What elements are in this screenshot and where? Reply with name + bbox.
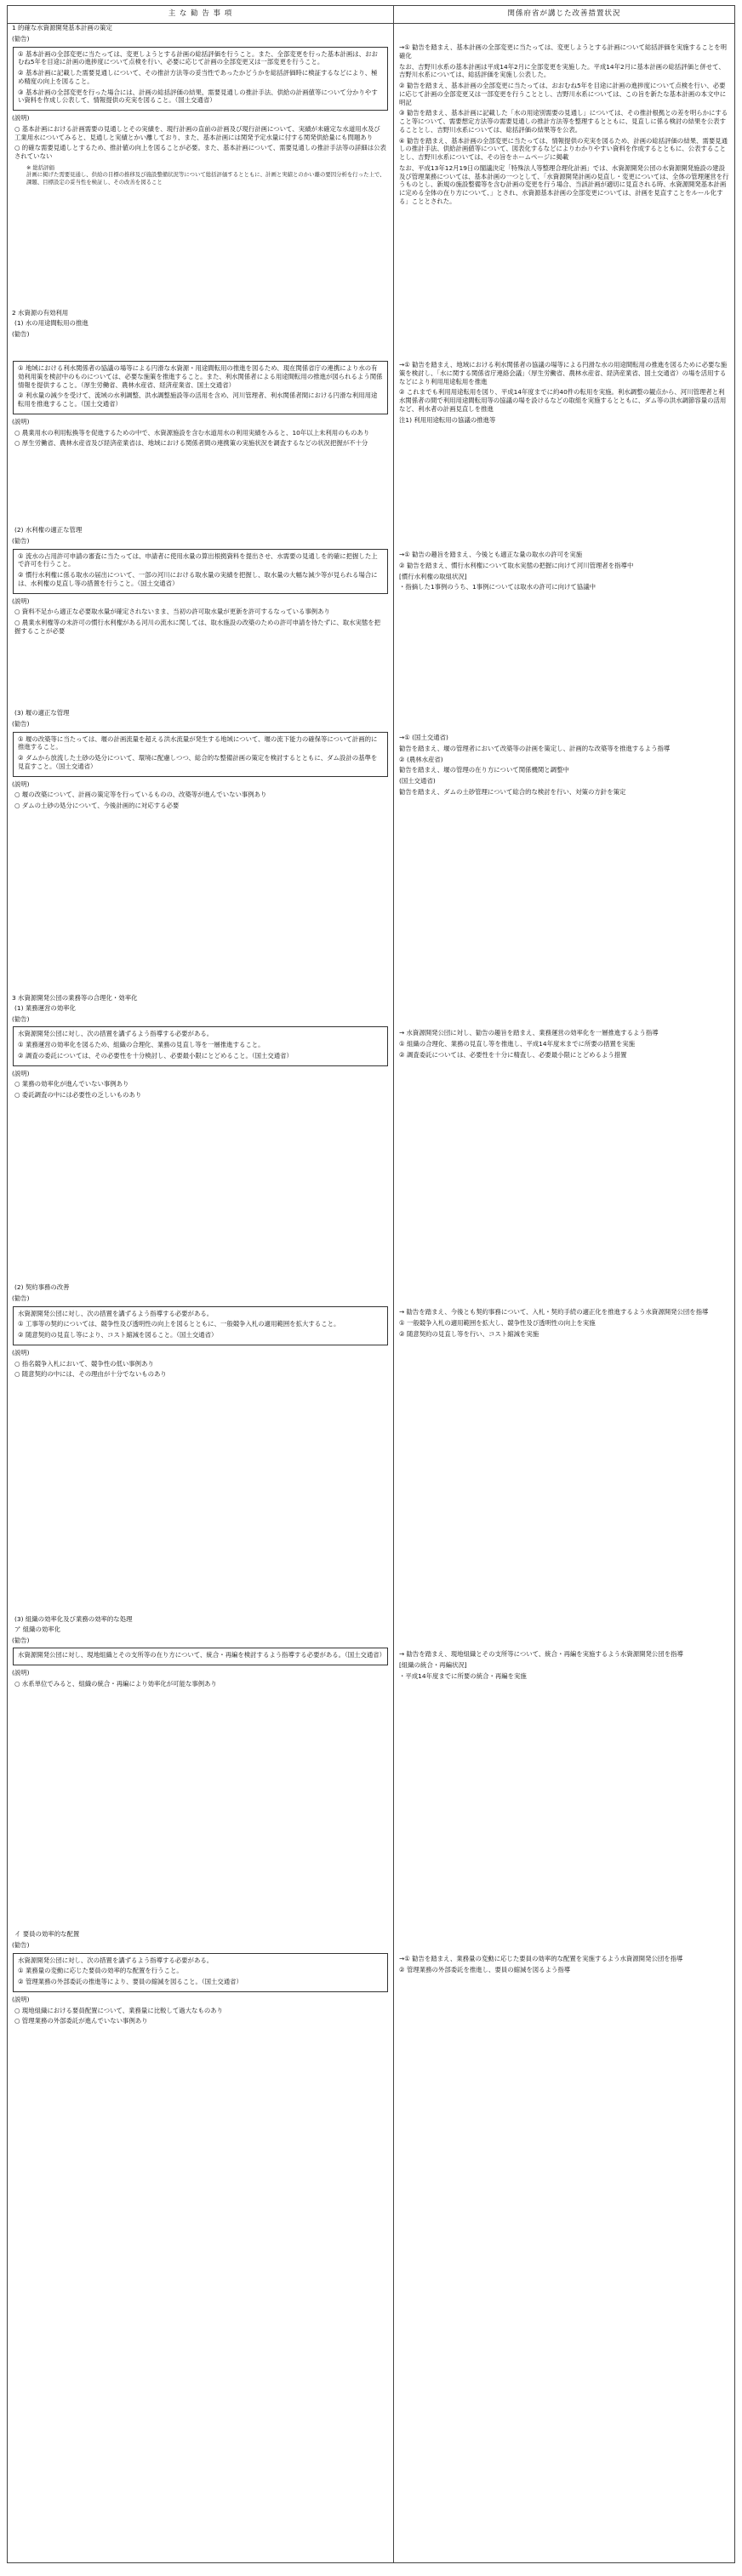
header-left: 主 な 勧 告 事 項 <box>8 6 394 23</box>
recommendation-box <box>13 1306 388 1345</box>
left-cell <box>8 993 393 1103</box>
recommendation-item: ① 流水の占用許可申請の審査に当たっては、申請者に使用水量の算出根拠資料を提出させ、水需要の見通しを的確に把握した上で許可を行うこと。 <box>18 551 378 568</box>
measure-item: ② 勧告を踏まえ、基本計画の全部変更に当たっては、おおむね5年を目途に計画の進捗度について点検を行い、必要に応じて計画の全部変更又は一部変更を行うこととし、吉野川水系については、この旨を新たな基本計画の本文中に明記 <box>399 82 727 106</box>
label-kankoku: (勧告) <box>12 34 30 43</box>
explanation-item: ○ 委託調査の中には必要性の乏しいものあり <box>14 1091 142 1100</box>
recommendation-item: 水資源開発公団に対し、次の措置を講ずるよう指導する必要がある。 <box>18 1030 214 1038</box>
measure-item: ② (農林水産省) <box>399 755 443 763</box>
table-row <box>8 1614 734 1921</box>
explanation-item: ○ 堰の改築について、計画の策定等を行っているものの、改築等が進んでいない事例あり <box>14 791 267 799</box>
recommendation-box <box>13 47 388 111</box>
right-cell <box>394 1929 734 1979</box>
measure-text <box>394 1648 734 1684</box>
label-kankoku: (勧告) <box>12 536 30 545</box>
label-kankoku: (勧告) <box>12 1940 30 1949</box>
left-cell <box>8 525 393 639</box>
recommendation-item: ① 堰の改築等に当たっては、堰の計画流量を超える洪水流量が発生する地域について、堰の流下能力の確保等について計画的に推進すること。 <box>18 734 378 751</box>
measure-item: ① 組織の合理化、業務の見直し等を推進し、平成14年度末までに所要の措置を実施 <box>399 1039 636 1048</box>
recommendation-item: 水資源開発公団に対し、次の措置を講ずるよう指導する必要がある。 <box>18 1309 214 1317</box>
explanation <box>8 428 393 452</box>
recommendation-item: ② ダムから放流した土砂の処分について、環境に配慮しつつ、総合的な整備計画の策定を検討するとともに、ダム設計の基準を見直すこと。（国土交通省） <box>18 754 378 770</box>
table-row <box>8 993 734 1274</box>
subsection-heading: (1) 水の用途間転用の推進 <box>14 318 88 327</box>
explanation-item: ○ 厚生労働省、農林水産省及び経済産業省は、地域における関係者間の連携策の実施状況を調査するなどの状況把握が不十分 <box>14 439 368 448</box>
subsection-heading: (2) 契約事務の改善 <box>14 1283 70 1291</box>
explanation-item: ○ 随意契約の中には、その理由が十分でないものあり <box>14 1370 167 1379</box>
explanation-item: ○ ダムの土砂の処分について、今後計画的に対応する必要 <box>14 802 180 810</box>
note-title: ※ 総括評価 <box>26 163 54 171</box>
explanation <box>8 2006 393 2030</box>
measure-item: 勧告を踏まえ、堰の管理の在り方について関係機関と調整中 <box>399 766 569 774</box>
left-cell <box>8 1282 393 1382</box>
recommendation-item: ② 利水量の減少を受けて、流域の水利調整、洪水調整施設等の活用を含め、河川管理者、利水関係者間における円滑な利用用途転用を推進すること。（国土交通省） <box>18 391 378 408</box>
recommendation-box <box>13 1648 388 1665</box>
measure-text <box>394 732 734 801</box>
explanation <box>8 124 393 164</box>
explanation-item: ○ 農業水利権等の未許可の慣行水利権がある河川の流水に関しては、取水施設の改築のための許可申請を待たずに、取水実態を把握することが必要 <box>14 619 381 635</box>
recommendation-item: ② 基本計画に記載した需要見通しについて、その推計方法等の妥当性であったかどうかを総括評価時に検証するなどにより、極め精度の向上を図ること。 <box>18 69 378 85</box>
measure-item: ③ 勧告を踏まえ、基本計画に記載した「水の用途別需要の見通し」については、その推計根拠との差を明らかにすること等について、需要想定方法等の需要見通しの推計方法等を整理するとともに、見直しに係る検討の結果を公表することとし、吉野川水系については、総括評価の結果等を公表。 <box>399 109 728 134</box>
measure-text <box>394 359 734 428</box>
subsection-heading: (2) 水利権の適正な管理 <box>14 526 83 534</box>
left-cell <box>8 1929 393 2029</box>
recommendation-box <box>13 732 388 777</box>
right-cell <box>394 1282 734 1342</box>
explanation-item: ○ 基本計画における計画需要の見通しとその実績を、現行計画の直前の計画及び現行計画について、実績が未確定な水道用水及び工業用水についてみると、見通しと実績とかい離しており、また、基本計画には関発予定水量に付する関発供給量にも問題あり <box>14 124 380 141</box>
measure-item: → 勧告を踏まえ、現地組織とその支所等について、統合・再編を実施するよう水資源開発公団を指導 <box>399 1650 683 1658</box>
measure-item: なお、平成13年12月19日の閣議決定「特殊法人等整理合理化計画」では、水資源開発公団の水資源開発施設の建設及び管理業務については、基本計画の一つとして、「水資源開発計画の見直し・変更については、全体の管理運営を行うものとし、新規の施設整備等を含む計画の変更を行う場合、当該計画が適切に見直される時、水資源開発基本計画に定める全体の在り方について、」とされ、水資源基本計画の全部変更については、計画を見直すことをルール化する」こととされた。 <box>399 163 729 206</box>
table-body <box>8 23 734 2562</box>
left-cell <box>8 308 393 340</box>
explanation <box>8 790 393 814</box>
subsection-heading: (1) 業務運営の効率化 <box>14 1003 76 1012</box>
measure-text <box>394 549 734 596</box>
document-page <box>7 5 735 2563</box>
measure-item: ④ 勧告を踏まえ、基本計画の全部変更に当たっては、情報提供の充実を図るため、計画の総括評価の結果、需要見通しの推計手法、供給計画値等について、図表化するなどによりわかりやすい資料を作成するとともに、公表することとし、吉野川水系については、その旨をホームページに掲載 <box>399 136 728 162</box>
measure-text <box>394 42 734 210</box>
subsection-heading: (3) 堰の適正な管理 <box>14 709 70 717</box>
measure-item: 勧告を踏まえ、ダムの土砂管理について総合的な検討を行い、対策の方針を策定 <box>399 787 626 796</box>
measure-item: 勧告を踏まえ、堰の管理者において改築等の計画を策定し、計画的な改築等を推進するよう指導 <box>399 744 671 752</box>
recommendation-item: 水資源開発公団に対し、現地組織とその支所等の在り方について、統合・再編を検討するよう指導する必要がある。（国土交通省） <box>18 1651 386 1659</box>
label-kankoku: (勧告) <box>12 1636 30 1644</box>
label-kankoku: (勧告) <box>12 1014 30 1023</box>
measure-item: [慣行水利権の取組状況] <box>399 572 467 580</box>
explanation <box>8 1359 393 1383</box>
measure-item: ② 管理業務の外部委託を推進し、要員の縮減を図るよう指導 <box>399 1965 571 1973</box>
measure-item: → 水資源開発公団に対し、勧告の趣旨を踏まえ、業務運営の効率化を一層推進するよう指導 <box>399 1029 659 1037</box>
recommendation-item: ① 業務量の変動に応じた要員の効率的な配置を行うこと。 <box>18 1967 183 1975</box>
measure-item: →① 勧告を踏まえ、業務量の変動に応じた要員の効率的な配置を実施するよう水資源開発公団を指導 <box>399 1955 683 1962</box>
table-row <box>8 23 734 304</box>
subsection-heading: (3) 組織の効率化及び業務の効率的な処理 <box>14 1615 133 1623</box>
label-kankoku: (勧告) <box>12 1294 30 1302</box>
recommendation-box <box>13 549 388 594</box>
table-row <box>8 708 734 989</box>
label-setsumei: (説明) <box>12 1995 30 2003</box>
table-header <box>8 6 734 24</box>
left-cell <box>8 23 393 186</box>
explanation-item: ○ 農業用水の利用転換等を促進するための中で、水資源施設を含む水道用水の利用実績をみると、10年以上未利用のものあり <box>14 428 370 437</box>
recommendation-item: ① 業務運営の効率化を図るため、組織の合理化、業務の見直し等を一層推進すること。 <box>18 1041 265 1049</box>
measure-item: ・平成14年度までに所要の統合・再編を実施 <box>399 1671 527 1680</box>
recommendation-item: 水資源開発公団に対し、次の措置を講ずるよう指導する必要がある。 <box>18 1956 214 1964</box>
table-row <box>8 525 734 704</box>
recommendation-item: ② 管理業務の外部委託の推進等により、要員の縮減を図ること。（国土交通省） <box>18 1978 243 1986</box>
right-cell <box>394 525 734 596</box>
recommendation-item: ① 地域における利水関係者の協議の場等による円滑な水資源・用途間転用の推進を図るため、現在関係省庁の連携により水の有効利用策を検討中のものについては、必要な施策を推進すること。また、利水関係者による用途間転用の推進が図られるよう関係情報を提供すること。（厚生労働省、農林水産省、経済産業省、国土交通省） <box>18 364 383 389</box>
measure-item: (国土交通省) <box>399 777 436 785</box>
subsection-heading: イ 要員の効率的な配置 <box>14 1930 80 1938</box>
measure-item: [組織の統合・再編状況] <box>399 1660 467 1669</box>
recommendation-item: ③ 基本計画の全部変更を行った場合には、計画の総括評価の結果、需要見通しの推計手法、供給の計画値等について分かりやすい資料を作成し公表して、情報提供の充実を図ること。（国土交通省） <box>18 88 378 105</box>
label-setsumei: (説明) <box>12 597 30 605</box>
right-cell <box>394 708 734 801</box>
explanation-item: ○ 的確な需要見通しとするため、推計値の向上を図ることが必要。また、基本計画について、需要見通しの推計手法等の詳細は公表されていない <box>14 144 386 161</box>
explanation-item: ○ 管理業務の外部委託が進んでいない事例あり <box>14 2017 148 2025</box>
recommendation-box <box>13 1026 388 1065</box>
label-kankoku: (勧告) <box>12 719 30 728</box>
label-setsumei: (説明) <box>12 1669 30 1677</box>
measure-item: →① 勧告を踏まえ、地域における利水関係者の協議の場等による円滑な水の用途間転用の推進を図るために必要な施策を検討し、「水に関する関係省庁連絡会議」（厚生労働省、農林水産省、経済産業省、国土交通省）の場を活用するなどにより利用用途転用を推進 <box>399 361 728 386</box>
section-heading: 2 水資源の有効利用 <box>12 309 69 317</box>
label-setsumei: (説明) <box>12 1348 30 1357</box>
right-cell <box>394 1614 734 1684</box>
left-cell <box>8 1614 393 1692</box>
left-cell <box>8 708 393 814</box>
recommendation-item: ① 基本計画の全部変更に当たっては、変更しようとする計画の総括評価を行うこと。また、全部変更を行った基本計画は、おおむね5年を目途に計画の進捗度について点検を行い、必要に応じて計画の全部変更又は一部変更を行うこと。 <box>18 49 378 66</box>
table-row <box>8 359 734 521</box>
measure-item: →① (国土交通省) <box>399 734 448 741</box>
label-kankoku: (勧告) <box>12 329 30 338</box>
left-cell <box>8 359 393 451</box>
section-heading: 1 的確な水資源開発基本計画の策定 <box>12 24 112 31</box>
recommendation-item: ② 慣行水利権に係る取水の届出について、一部の河川における取水量の実績を把握し、取水量の大幅な減少等が見られる場合には、水利権の見直し等の措置を行うこと。（国土交通省） <box>18 571 378 587</box>
right-cell <box>394 23 734 210</box>
measure-item: ② 随意契約の見直し等を行い、コスト縮減を実施 <box>399 1329 539 1338</box>
table-row <box>8 1929 734 2270</box>
explanation-item: ○ 業務の効率化が進んでいない事例あり <box>14 1080 129 1088</box>
measure-item: ・指摘した1事例のうち、1事例については取水の許可に向けて協議中 <box>399 583 596 591</box>
label-setsumei: (説明) <box>12 114 30 123</box>
explanation <box>8 1079 393 1103</box>
label-setsumei: (説明) <box>12 417 30 426</box>
table-row <box>8 1282 734 1606</box>
measure-text <box>394 1306 734 1342</box>
label-setsumei: (説明) <box>12 1069 30 1077</box>
recommendation-item: ② 調査の委託については、その必要性を十分検討し、必要最小限にとどめること。（国土交通省） <box>18 1051 293 1060</box>
explanation <box>8 607 393 638</box>
subsection-heading: ア 組織の効率化 <box>14 1625 61 1633</box>
section-heading: 3 水資源開発公団の業務等の合理化・効率化 <box>12 994 138 1002</box>
measure-item: → 勧告を踏まえ、今後とも契約事務について、入札・契約手続の適正化を推進するよう水資源開発公団を指導 <box>399 1308 709 1316</box>
explanation-item: ○ 現地組織における要員配置について、業務量に比較して過大なものあり <box>14 2006 224 2014</box>
measure-text <box>394 1027 734 1063</box>
note-text: 計画に掲げた需要見通し、供給の目標の推移及び施設整備状況等について総括評価するとともに、計画と実績とのかい離の要因分析を行った上で、課題、目標設定の妥当性を検証し、その改善を図ること <box>26 171 385 186</box>
measure-item: ② これまでも利用用途転用を図り、平成14年度までに約40件の転用を実施。利水調整の観点から、河川管理者と利水関係者の間で利用用途間転用等の協議の場を設けるなどの取組を実施するとともに、ダム等の洪水調節容量の活用など、利水者の計画見直しを推進 <box>399 388 727 413</box>
header-right: 関係府省が講じた改善措置状況 <box>507 9 621 19</box>
measure-item: 注1) 利用用途転用の協議の推進等 <box>399 415 496 424</box>
measure-item: →① 勧告を踏まえ、基本計画の全部変更に当たっては、変更しようとする計画について総括評価を実施することを明確化 <box>399 43 727 60</box>
explanation-item: ○ 水系単位でみると、組織の統合・再編により効率化が可能な事例あり <box>14 1679 217 1688</box>
measure-item: ② 調査委託については、必要性を十分に精査し、必要最小限にとどめるよう措置 <box>399 1050 627 1059</box>
recommendation-item: ① 工事等の契約については、競争性及び透明性の向上を図るとともに、一般競争入札の適用範囲を拡大すること。 <box>18 1320 340 1328</box>
measure-item: なお、吉野川水系の基本計画は平成14年2月に全部変更を実施した。平成14年2月に基本計画の総括評価と併せて、吉野川水系については、総括評価を実施し公表した。 <box>399 62 725 79</box>
label-setsumei: (説明) <box>12 780 30 788</box>
explanation-item: ○ 資料不足から適正な必要取水量が確定されないまま、当初の許可取水量が更新を許可するなっている事例あり <box>14 608 330 616</box>
right-cell <box>394 359 734 428</box>
measure-item: →① 勧告の趣旨を踏まえ、今後とも適正な量の取水の許可を実施 <box>399 551 583 558</box>
explanation-item: ○ 指名競争入札において、競争性の低い事例あり <box>14 1359 154 1368</box>
measure-item: ① 一般競争入札の適用範囲を拡大し、競争性及び透明性の向上を実施 <box>399 1318 596 1327</box>
explanation <box>8 1679 393 1692</box>
recommendation-box <box>13 361 388 414</box>
right-cell <box>394 993 734 1063</box>
recommendation-box <box>13 1953 388 1992</box>
measure-item: ② 勧告を踏まえ、慣行水利権について取水実態の把握に向けて河川管理者を指導中 <box>399 561 634 569</box>
recommendation-item: ② 随意契約の見直し等により、コスト縮減を図ること。（国土交通省） <box>18 1331 218 1339</box>
measure-text <box>394 1953 734 1979</box>
